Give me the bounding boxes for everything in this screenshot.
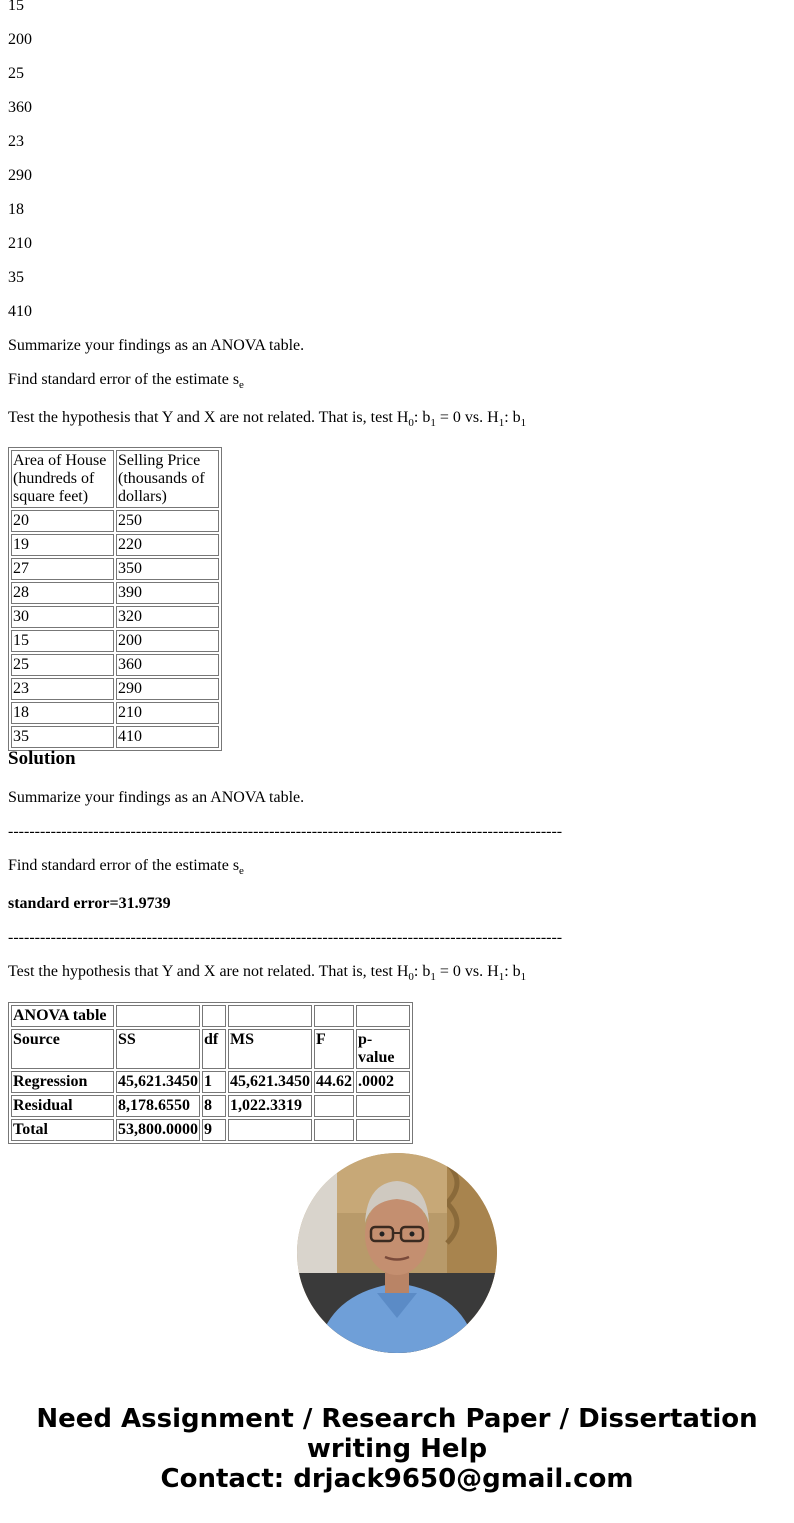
- table-row: [11, 678, 219, 700]
- anova-cell: 8: [202, 1095, 226, 1117]
- anova-cell: ANOVA table: [11, 1005, 114, 1027]
- anova-cell: [356, 1095, 410, 1117]
- value-line: 290: [8, 167, 32, 184]
- anova-cell: 53,800.0000: [116, 1119, 200, 1141]
- cell-area: 18: [11, 702, 114, 724]
- value-line: 210: [8, 235, 32, 252]
- author-avatar: [297, 1153, 497, 1353]
- anova-cell: [356, 1005, 410, 1027]
- cell-price: 350: [116, 558, 219, 580]
- anova-cell: 1: [202, 1071, 226, 1093]
- anova-cell: F: [314, 1029, 354, 1069]
- header-area: Area of House (hundreds of square feet): [11, 450, 114, 508]
- value-line: 35: [8, 269, 24, 286]
- table-row: [11, 1071, 410, 1093]
- anova-cell: df: [202, 1029, 226, 1069]
- table-row: [11, 1095, 410, 1117]
- table-row: [11, 510, 219, 532]
- anova-cell: [202, 1005, 226, 1027]
- cell-area: 35: [11, 726, 114, 748]
- anova-cell: [116, 1005, 200, 1027]
- value-line: 15: [8, 0, 24, 14]
- anova-cell: MS: [228, 1029, 312, 1069]
- divider: --------------------------------------------------------------------------------------------------------: [8, 929, 563, 946]
- table-row: [11, 654, 219, 676]
- table-row: [11, 606, 219, 628]
- table-header-row: [11, 450, 219, 508]
- cell-price: 210: [116, 702, 219, 724]
- anova-cell: p-value: [356, 1029, 410, 1069]
- solution-std-error-prompt: Find standard error of the estimate $s_e$: [8, 857, 244, 877]
- table-row: [11, 582, 219, 604]
- cell-area: 27: [11, 558, 114, 580]
- value-line: 410: [8, 303, 32, 320]
- cell-price: 290: [116, 678, 219, 700]
- cell-price: 390: [116, 582, 219, 604]
- anova-table: [8, 1002, 413, 1144]
- cell-price: 200: [116, 630, 219, 652]
- footer-line-1: Need Assignment / Research Paper / Dissertation: [36, 1404, 758, 1434]
- anova-cell: [314, 1095, 354, 1117]
- footer-contact: Contact: drjack9650@gmail.com: [160, 1464, 634, 1494]
- value-line: 23: [8, 133, 24, 150]
- anova-cell: [356, 1119, 410, 1141]
- solution-heading: Solution: [8, 748, 76, 769]
- hypothesis-prompt: Test the hypothesis that Y and X are not related. That is, test $H_0$: $b_1 = 0$ vs. $H_1$: $b_1$: [8, 409, 527, 429]
- anova-cell: [228, 1005, 312, 1027]
- cell-area: 28: [11, 582, 114, 604]
- table-row: [11, 726, 219, 748]
- summarize-prompt: Summarize your findings as an ANOVA table.: [8, 337, 305, 354]
- anova-cell: 45,621.3450: [116, 1071, 200, 1093]
- table-row: [11, 630, 219, 652]
- anova-cell: SS: [116, 1029, 200, 1069]
- cell-area: 30: [11, 606, 114, 628]
- value-line: 360: [8, 99, 32, 116]
- std-error-prompt: Find standard error of the estimate $s_e$: [8, 371, 244, 391]
- anova-cell: [314, 1005, 354, 1027]
- divider: --------------------------------------------------------------------------------------------------------: [8, 823, 563, 840]
- table-row: [11, 534, 219, 556]
- cell-area: 25: [11, 654, 114, 676]
- solution-hypothesis-prompt: Test the hypothesis that Y and X are not related. That is, test $H_0$: $b_1 = 0$ vs. $H_1$: $b_1$: [8, 963, 527, 983]
- value-line: 25: [8, 65, 24, 82]
- cell-price: 320: [116, 606, 219, 628]
- avatar-illustration: [297, 1153, 497, 1353]
- anova-cell: Residual: [11, 1095, 114, 1117]
- anova-cell: Total: [11, 1119, 114, 1141]
- footer-banner: [0, 1404, 794, 1494]
- header-price: Selling Price (thousands of dollars): [116, 450, 219, 508]
- footer-line-2: writing Help: [306, 1434, 488, 1464]
- value-line: 200: [8, 31, 32, 48]
- cell-price: 410: [116, 726, 219, 748]
- anova-cell: Regression: [11, 1071, 114, 1093]
- cell-price: 360: [116, 654, 219, 676]
- anova-cell: 1,022.3319: [228, 1095, 312, 1117]
- cell-area: 23: [11, 678, 114, 700]
- anova-cell: 44.62: [314, 1071, 354, 1093]
- cell-area: 19: [11, 534, 114, 556]
- anova-cell: Source: [11, 1029, 114, 1069]
- table-row: [11, 702, 219, 724]
- anova-cell: .0002: [356, 1071, 410, 1093]
- solution-summarize: Summarize your findings as an ANOVA table.: [8, 789, 305, 806]
- anova-header-row: [11, 1029, 410, 1069]
- table-row: [11, 1119, 410, 1141]
- table-row: [11, 558, 219, 580]
- value-line: 18: [8, 201, 24, 218]
- house-data-table: [8, 447, 222, 751]
- anova-cell: 45,621.3450: [228, 1071, 312, 1093]
- cell-area: 20: [11, 510, 114, 532]
- anova-cell: 9: [202, 1119, 226, 1141]
- cell-price: 250: [116, 510, 219, 532]
- standard-error-result: standard error=31.9739: [8, 895, 171, 912]
- cell-price: 220: [116, 534, 219, 556]
- anova-title-row: [11, 1005, 410, 1027]
- anova-cell: [314, 1119, 354, 1141]
- anova-cell: 8,178.6550: [116, 1095, 200, 1117]
- anova-cell: [228, 1119, 312, 1141]
- cell-area: 15: [11, 630, 114, 652]
